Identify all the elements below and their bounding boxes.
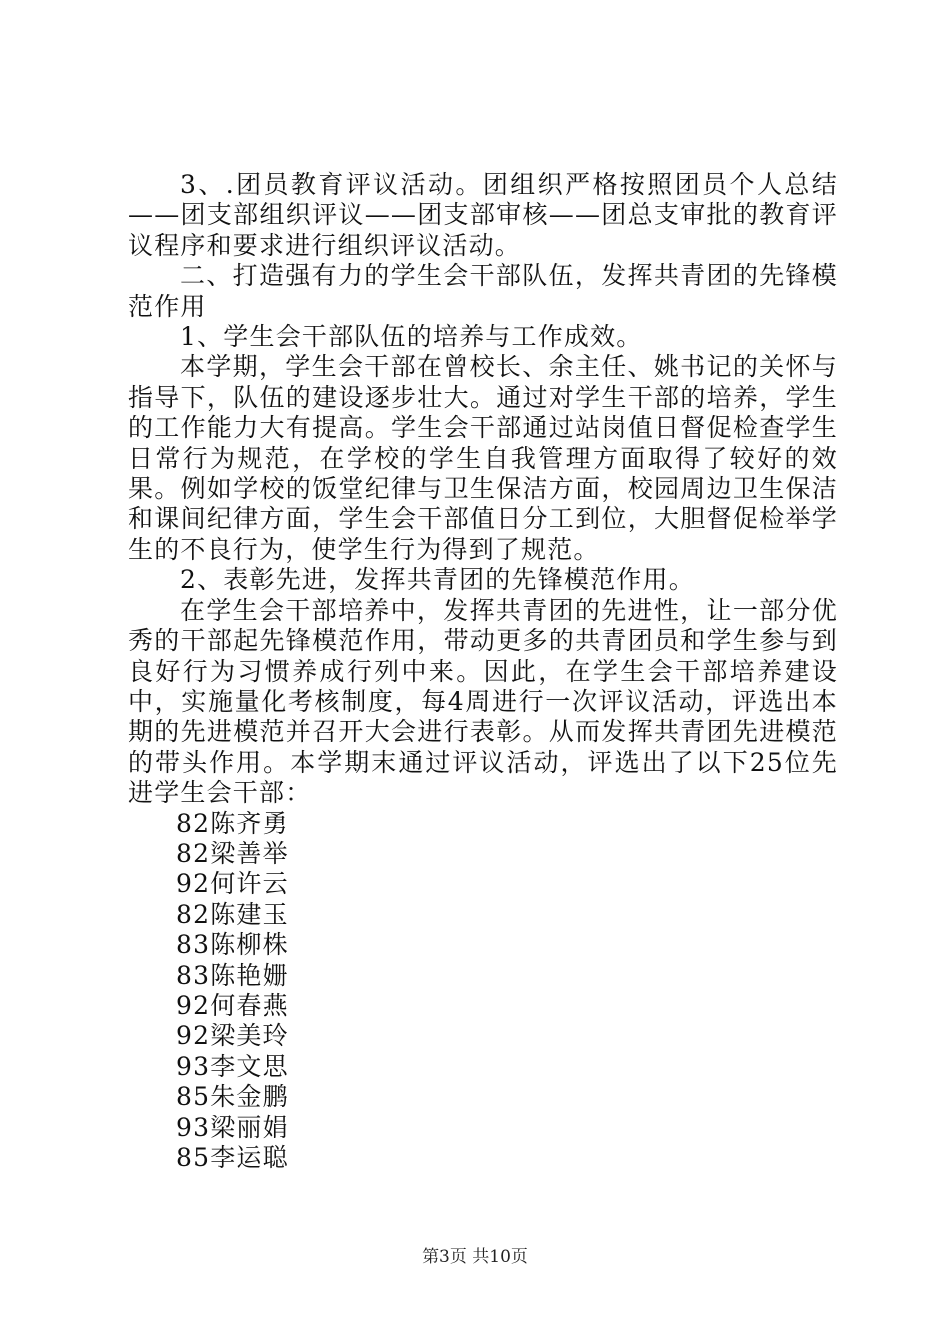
list-item: 85李运聪: [176, 1143, 289, 1172]
list-item: 83陈艳姗: [176, 960, 289, 990]
list-item: 93李文思: [176, 1051, 289, 1081]
list-item: 82陈建玉: [176, 899, 289, 929]
list-item: 92梁美玲: [176, 1021, 289, 1051]
list-item: 83陈柳株: [176, 930, 289, 960]
document-body: [128, 170, 838, 1173]
paragraph-team-evaluation: 3、.团员教育评议活动。团组织严格按照团员个人总结——团支部组织评议——团支部审核——团总支审批的教育评议程序和要求进行组织评议活动。: [128, 170, 838, 260]
list-item: 82梁善举: [176, 838, 289, 868]
section-heading-student-union: 二、打造强有力的学生会干部队伍，发挥共青团的先锋模范作用: [128, 261, 838, 321]
paragraph-cadre-training: 本学期，学生会干部在曾校长、余主任、姚书记的关怀与指导下，队伍的建设逐步壮大。通过对学生干部的培养，学生的工作能力大有提高。学生会干部通过站岗值日督促检查学生日常行为规范，在学校的学生自我管理方面取得了较好的效果。例如学校的饭堂纪律与卫生保洁方面，校园周边卫生保洁和课间纪律方面，学生会干部值日分工到位，大胆督促检举学生的不良行为，使学生行为得到了规范。: [128, 352, 838, 564]
list-item: 85朱金鹏: [176, 1082, 289, 1112]
list-item: 92何春燕: [176, 990, 289, 1020]
list-item: 92何许云: [176, 869, 289, 899]
list-item: 93梁丽娟: [176, 1112, 289, 1142]
list-item: 82陈齐勇: [176, 808, 289, 838]
paragraph-commendation: 在学生会干部培养中，发挥共青团的先进性，让一部分优秀的干部起先锋模范作用，带动更多的共青团员和学生参与到良好行为习惯养成行列中来。因此，在学生会干部培养建设中，实施量化考核制度，每4周进行一次评议活动，评选出本期的先进模范并召开大会进行表彰。从而发挥共青团先进模范的带头作用。本学期末通过评议活动，评选出了以下25位先进学生会干部：: [128, 595, 838, 808]
page-number-footer: 第3页 共10页: [422, 1247, 528, 1267]
subheading-cadre-training: 1、学生会干部队伍的培养与工作成效。: [180, 322, 643, 352]
advanced-cadre-list: [128, 809, 838, 1174]
subheading-commendation: 2、表彰先进，发挥共青团的先锋模范作用。: [180, 565, 695, 595]
